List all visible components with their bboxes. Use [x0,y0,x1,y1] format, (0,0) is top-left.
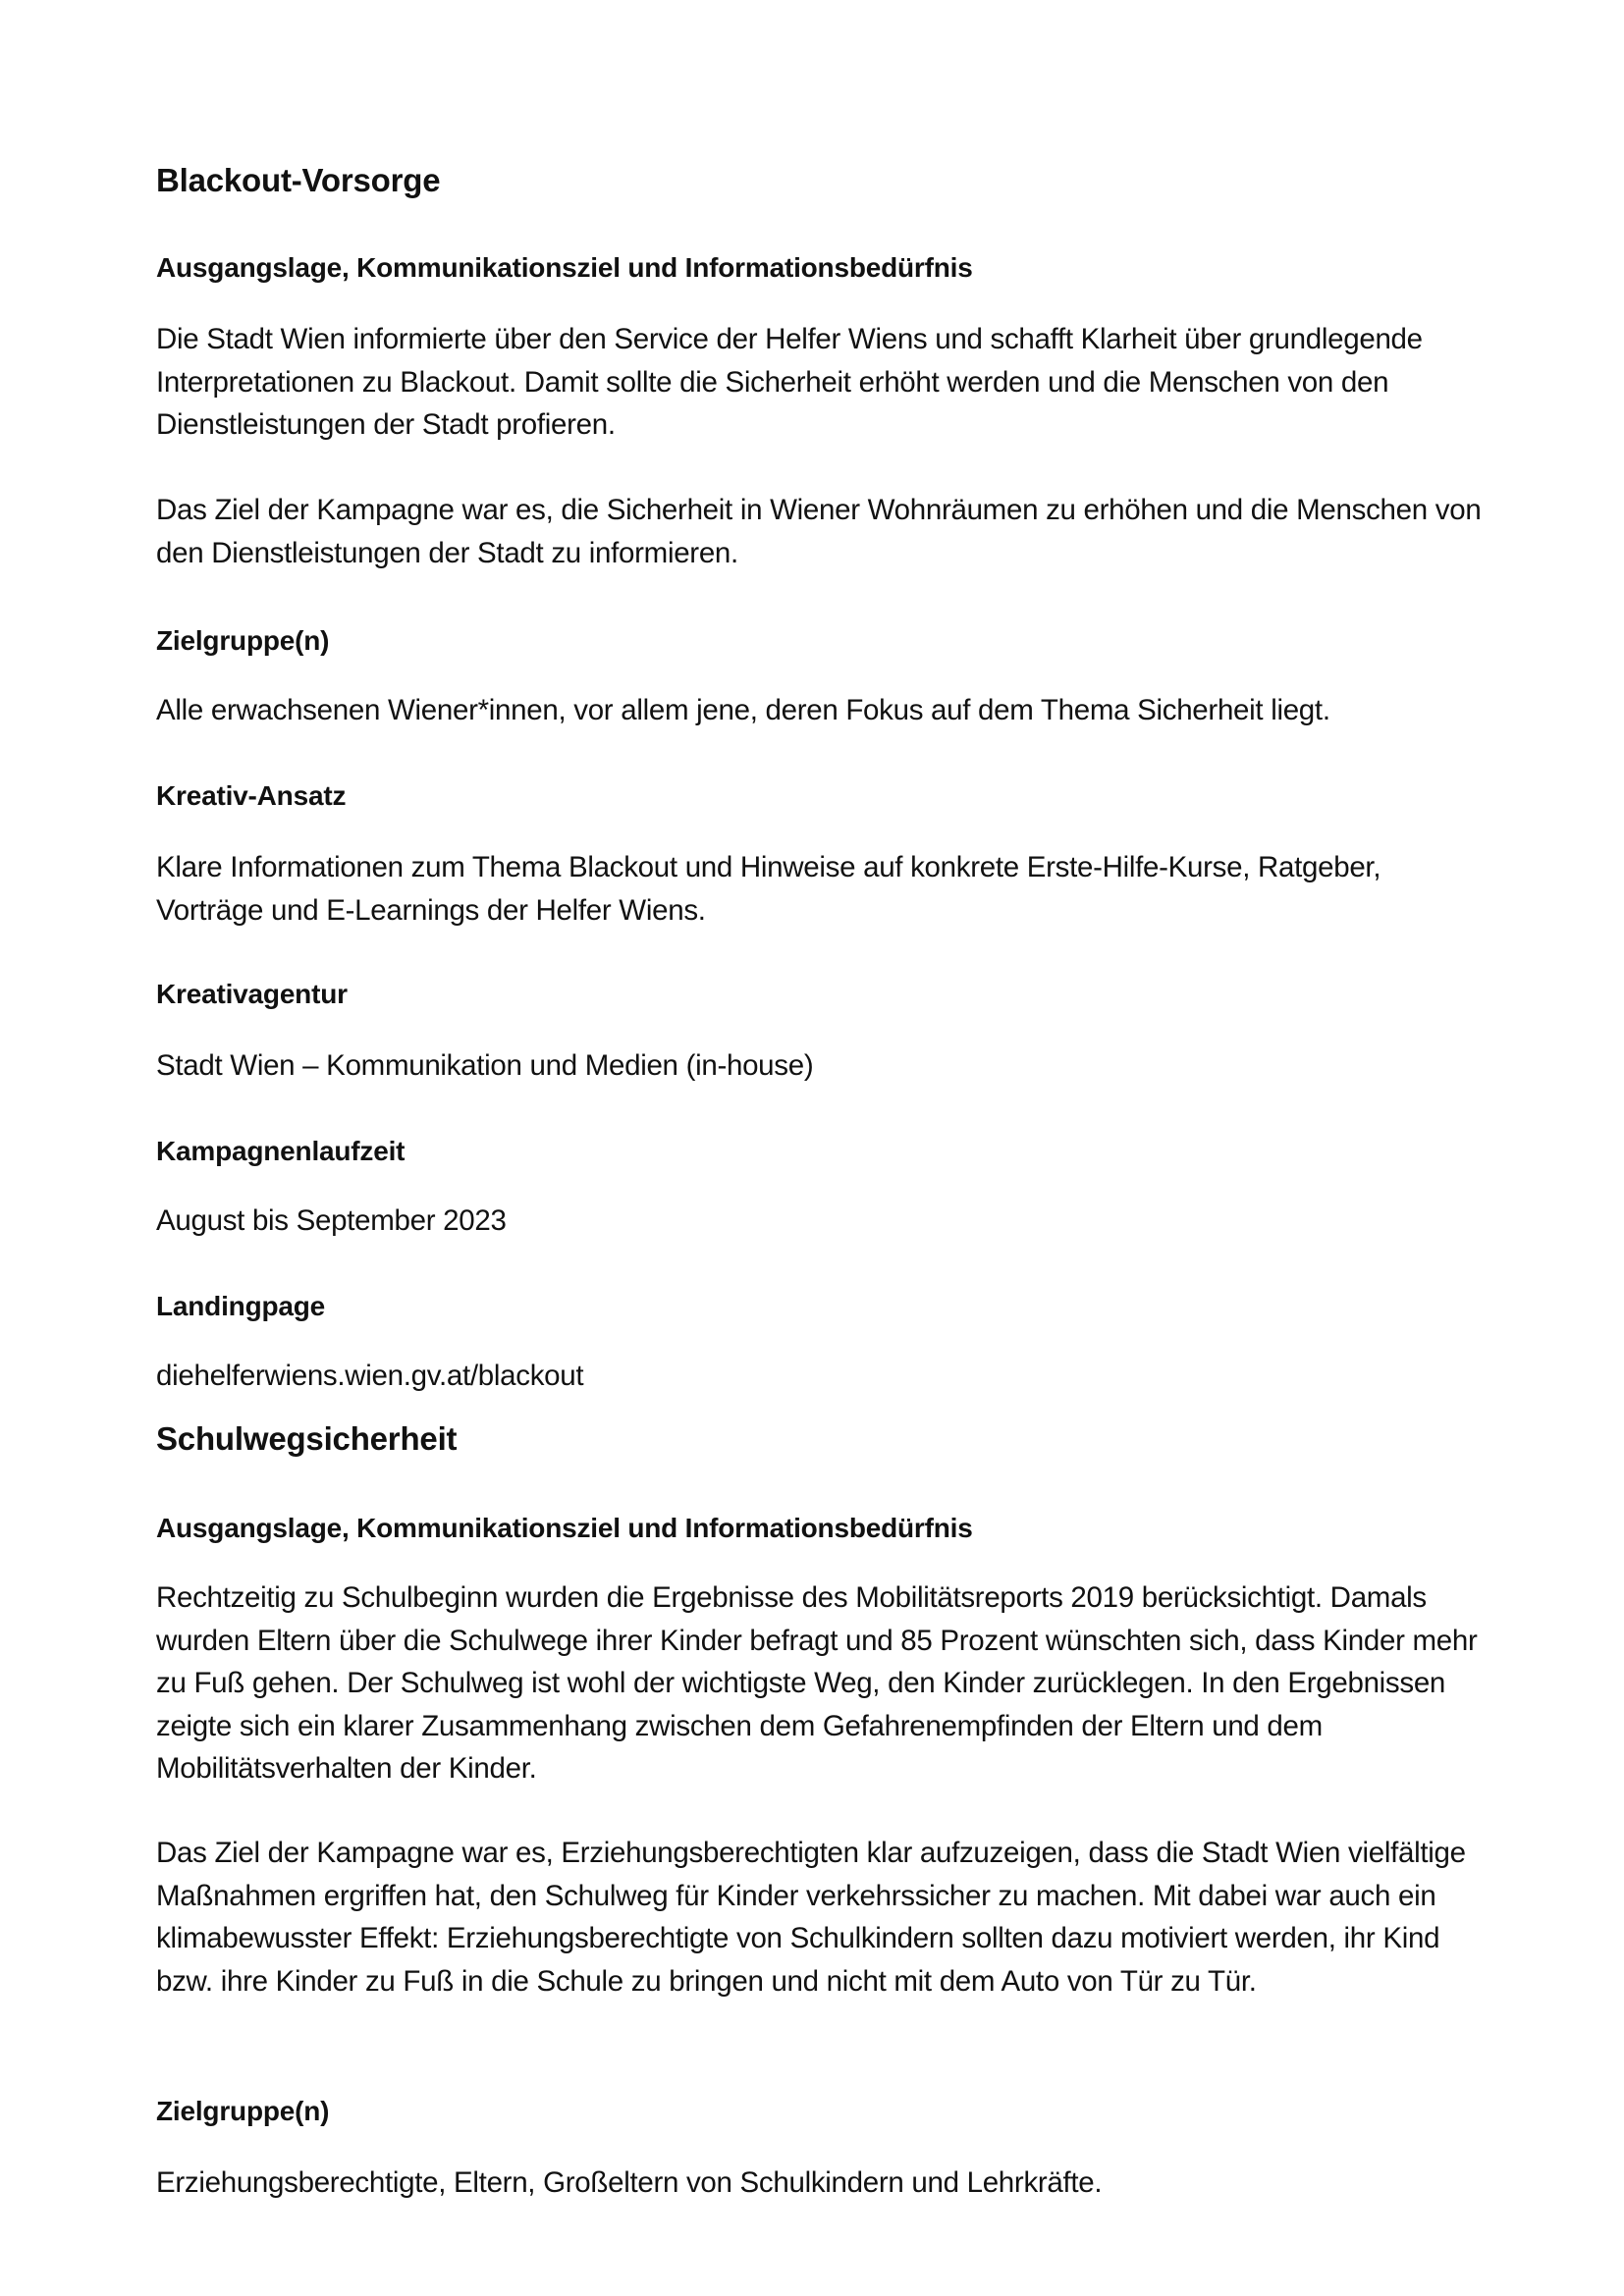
heading-kreativ-ansatz: Kreativ-Ansatz [156,780,347,811]
heading-kampagnenlaufzeit: Kampagnenlaufzeit [156,1136,406,1166]
heading-zielgruppe-schulweg: Zielgruppe(n) [156,2096,330,2126]
section-title-schulwegsicherheit: Schulwegsicherheit [156,1420,458,1457]
text-landingpage: diehelferwiens.wien.gv.at/blackout [156,1360,584,1392]
paragraph-ausgangslage-blackout-1: Die Stadt Wien informierte über den Service der Helfer Wiens und schafft Klarheit über grundlegende Interpretationen zu Blackout. Damit sollte die Sicherheit erhöht werden und die Menschen von den Dienstleistungen der Stadt profieren. [156,323,1423,441]
heading-ausgangslage-schulweg: Ausgangslage, Kommunikationsziel und Informationsbedürfnis [156,1513,973,1543]
paragraph-ausgangslage-schulweg-2: Das Ziel der Kampagne war es, Erziehungsberechtigten klar aufzuzeigen, dass die Stadt Wien vielfältige Maßnahmen ergriffen hat, den Schulweg für Kinder verkehrssicher zu machen. Mit dabei war auch ein klimabewusster Effekt: Erziehungsberechtigte von Schulkindern sollten dazu motiviert werden, ihr Kind bzw. ihre Kinder zu Fuß in die Schule zu bringen und nicht mit dem Auto von Tür zu Tür. [156,1837,1466,1998]
heading-zielgruppe-blackout: Zielgruppe(n) [156,625,330,656]
text-kreativagentur: Stadt Wien – Kommunikation und Medien (in-house) [156,1049,814,1082]
text-zielgruppe-schulweg: Erziehungsberechtigte, Eltern, Großeltern von Schulkindern und Lehrkräfte. [156,2166,1103,2199]
text-kreativ-ansatz: Klare Informationen zum Thema Blackout und Hinweise auf konkrete Erste-Hilfe-Kurse, Ratgeber, Vorträge und E-Learnings der Helfer Wiens. [156,851,1381,927]
section-title-blackout: Blackout-Vorsorge [156,162,441,198]
heading-kreativagentur: Kreativagentur [156,979,348,1009]
paragraph-ausgangslage-schulweg-1: Rechtzeitig zu Schulbeginn wurden die Ergebnisse des Mobilitätsreports 2019 berücksichtigt. Damals wurden Eltern über die Schulwege ihrer Kinder befragt und 85 Prozent wünschten sich, dass Kinder mehr zu Fuß gehen. Der Schulweg ist wohl der wichtigste Weg, den Kinder zurücklegen. In den Ergebnissen zeigte sich ein klarer Zusammenhang zwischen dem Gefahrenempfinden der Eltern und dem Mobilitätsverhalten der Kinder. [156,1581,1478,1785]
heading-landingpage: Landingpage [156,1291,326,1321]
text-zielgruppe-blackout: Alle erwachsenen Wiener*innen, vor allem jene, deren Fokus auf dem Thema Sicherheit liegt. [156,694,1330,726]
text-kampagnenlaufzeit: August bis September 2023 [156,1204,507,1237]
heading-ausgangslage-blackout: Ausgangslage, Kommunikationsziel und Informationsbedürfnis [156,252,973,283]
paragraph-ausgangslage-blackout-2: Das Ziel der Kampagne war es, die Sicherheit in Wiener Wohnräumen zu erhöhen und die Menschen von den Dienstleistungen der Stadt zu informieren. [156,494,1482,569]
